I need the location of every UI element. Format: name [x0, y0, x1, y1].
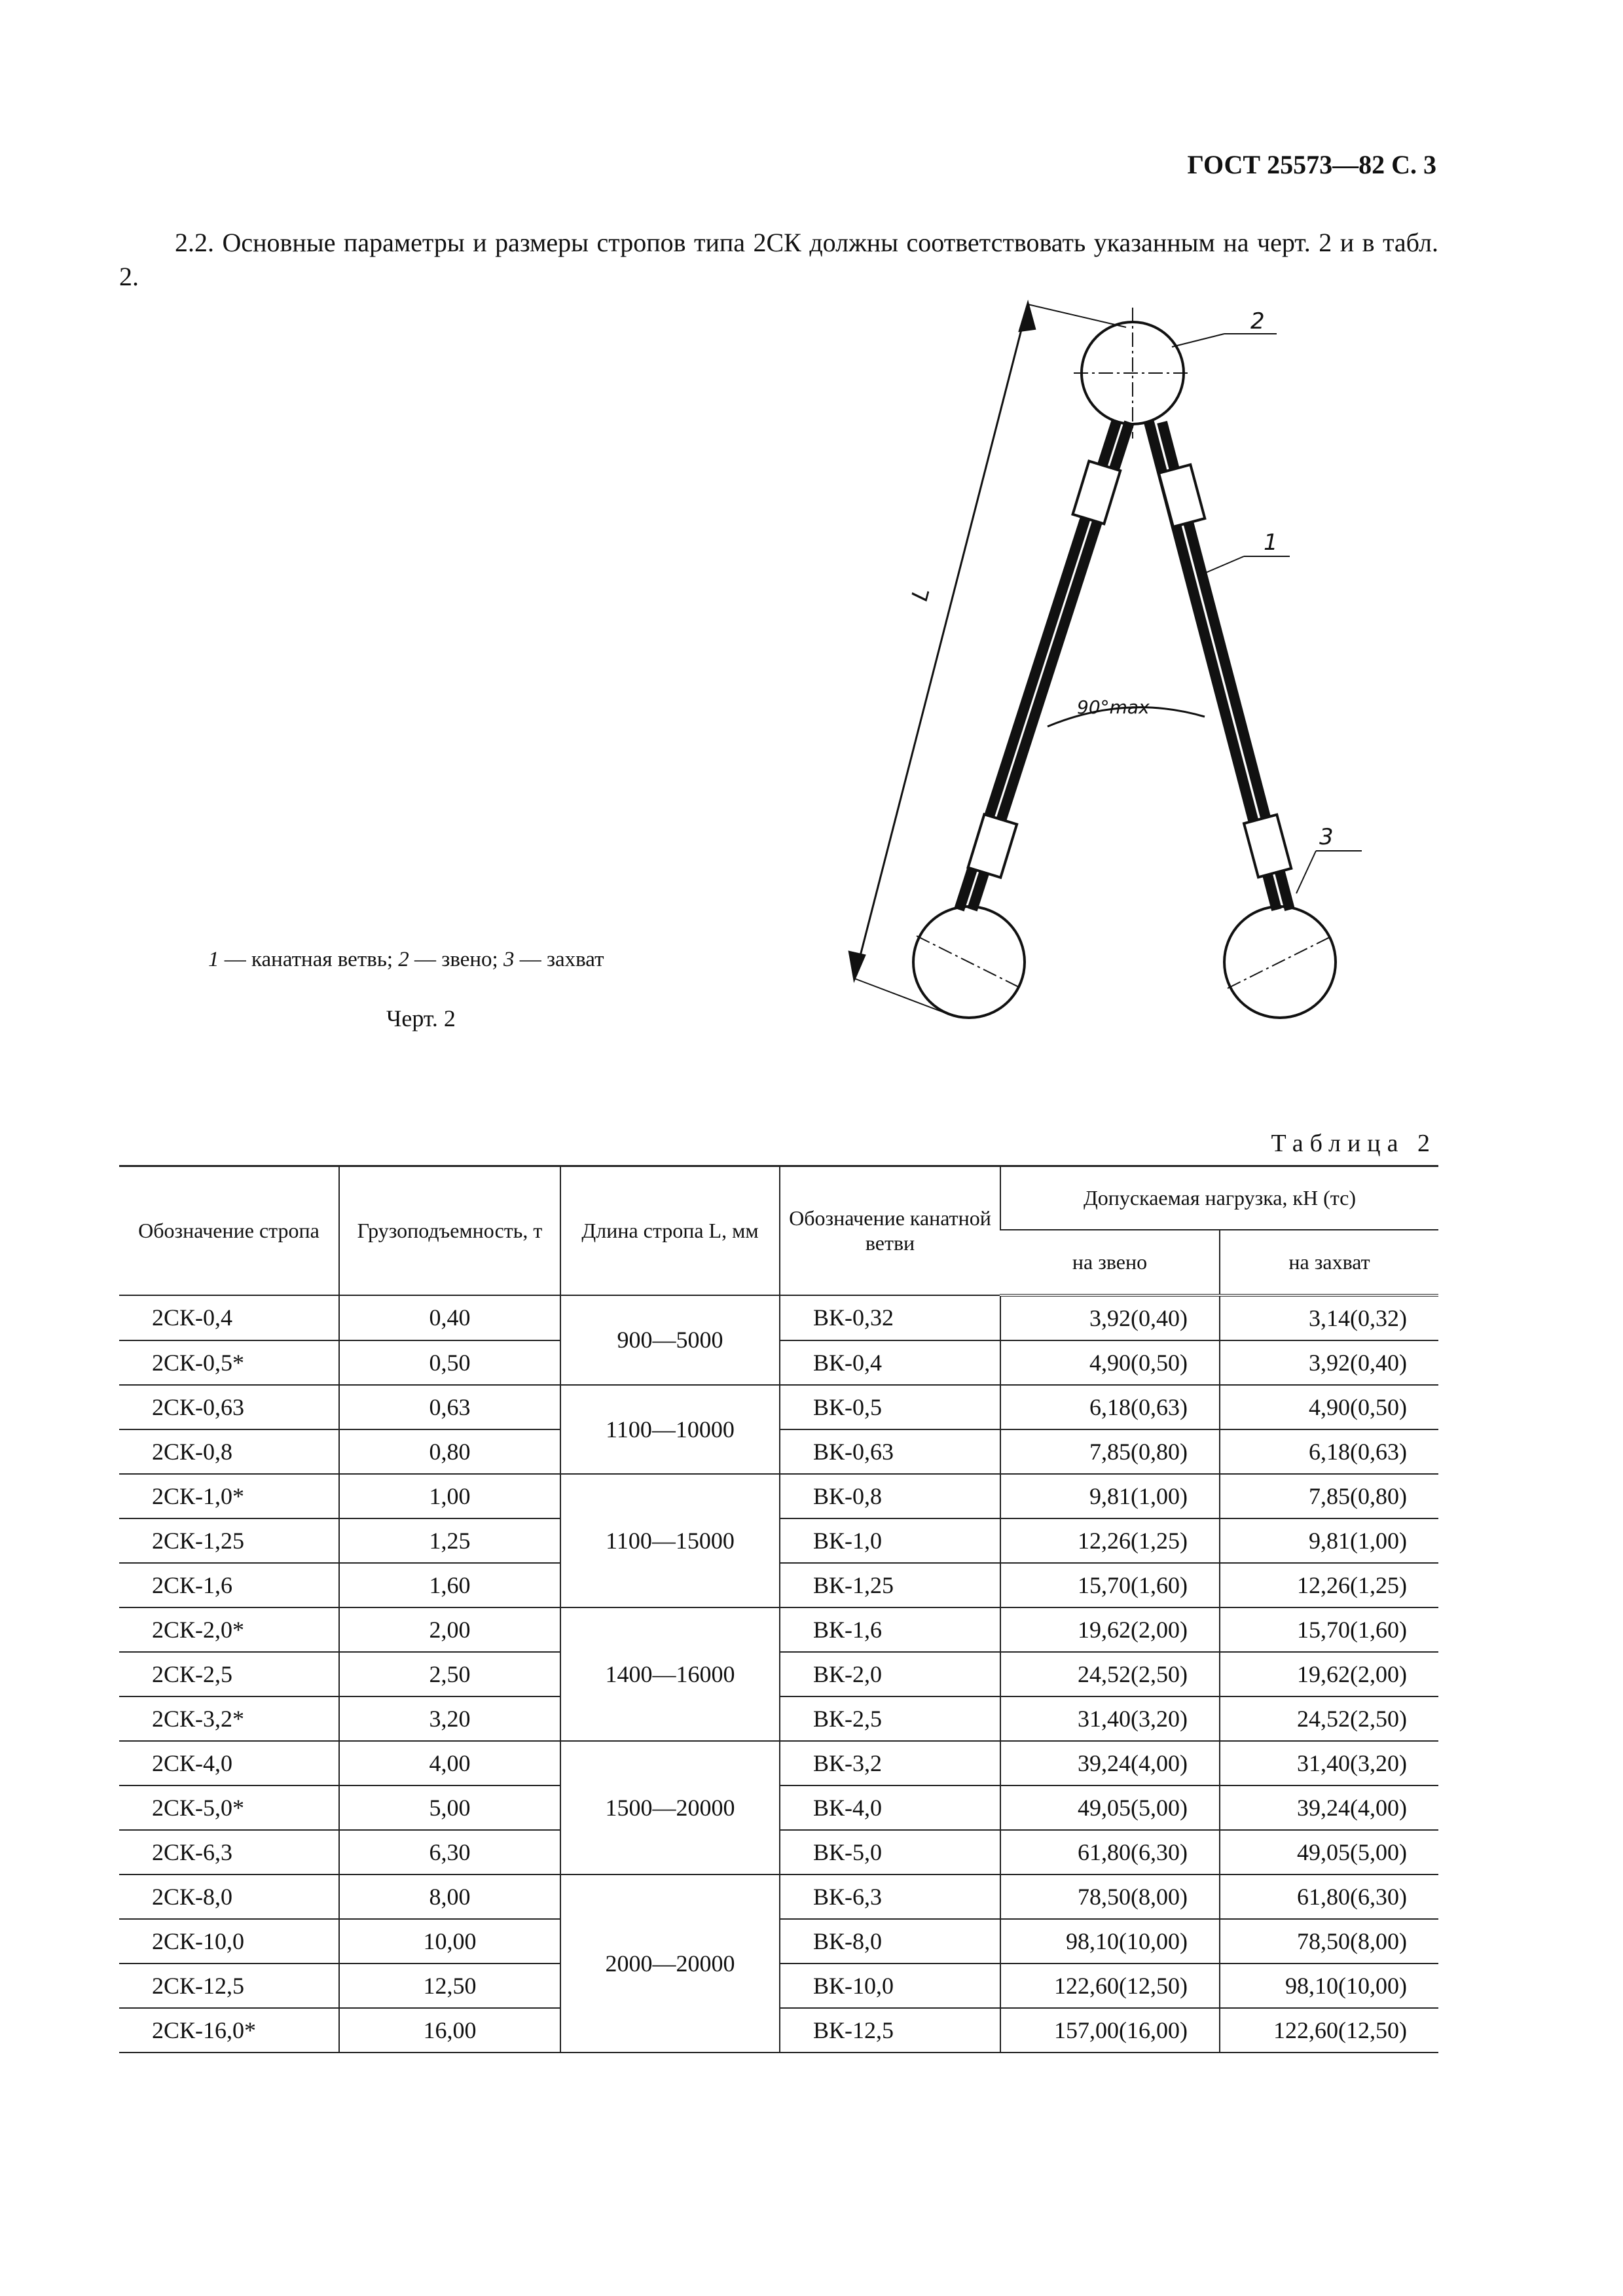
cell-link: 122,60(12,50) [1000, 1964, 1220, 2008]
header-load-link: на звено [1000, 1230, 1220, 1295]
cell-designation: 2СК-0,8 [119, 1429, 339, 1474]
cell-branch: ВК-6,3 [780, 1874, 1000, 1919]
cell-designation: 2СК-1,25 [119, 1518, 339, 1563]
cell-grip: 78,50(8,00) [1220, 1919, 1438, 1964]
cell-grip: 31,40(3,20) [1220, 1741, 1438, 1785]
table-row [119, 1741, 1438, 1785]
cell-capacity: 10,00 [339, 1919, 560, 1964]
cell-grip: 39,24(4,00) [1220, 1785, 1438, 1830]
intro-paragraph: 2.2. Основные параметры и размеры стропов типа 2СК должны соответствовать указанным на черт. 2 и в табл. 2. [119, 228, 1438, 291]
cell-link: 12,26(1,25) [1000, 1518, 1220, 1563]
cell-length: 900—5000 [560, 1295, 780, 1385]
cell-designation: 2СК-2,5 [119, 1652, 339, 1696]
label-L: L [907, 584, 936, 604]
cell-length: 1100—15000 [560, 1474, 780, 1607]
page-header: ГОСТ 25573—82 С. 3 [1187, 150, 1436, 179]
cell-capacity: 2,50 [339, 1652, 560, 1696]
cell-branch: ВК-8,0 [780, 1919, 1000, 1964]
label-angle: 90°max [1077, 696, 1150, 718]
cell-designation: 2СК-12,5 [119, 1964, 339, 2008]
header-designation: Обозначение стропа [119, 1166, 339, 1295]
cell-branch: ВК-10,0 [780, 1964, 1000, 2008]
table-label: Таблица 2 [1271, 1130, 1436, 1157]
cell-link: 15,70(1,60) [1000, 1563, 1220, 1607]
cell-grip: 12,26(1,25) [1220, 1563, 1438, 1607]
cell-grip: 4,90(0,50) [1220, 1385, 1438, 1429]
cell-designation: 2СК-4,0 [119, 1741, 339, 1785]
cell-capacity: 16,00 [339, 2008, 560, 2053]
cell-capacity: 0,40 [339, 1295, 560, 1340]
header-capacity: Грузоподъемность, т [339, 1166, 560, 1295]
cell-branch: ВК-0,4 [780, 1340, 1000, 1385]
cell-capacity: 0,80 [339, 1429, 560, 1474]
cell-capacity: 12,50 [339, 1964, 560, 2008]
parameters-table [119, 1165, 1438, 2053]
cell-link: 49,05(5,00) [1000, 1785, 1220, 1830]
table-row [119, 1874, 1438, 1919]
cell-grip: 3,92(0,40) [1220, 1340, 1438, 1385]
cell-grip: 122,60(12,50) [1220, 2008, 1438, 2053]
cell-link: 19,62(2,00) [1000, 1607, 1220, 1652]
cell-grip: 9,81(1,00) [1220, 1518, 1438, 1563]
cell-link: 4,90(0,50) [1000, 1340, 1220, 1385]
figure-title: Черт. 2 [386, 1005, 456, 1031]
cell-branch: ВК-1,6 [780, 1607, 1000, 1652]
cell-designation: 2СК-16,0* [119, 2008, 339, 2053]
cell-designation: 2СК-0,4 [119, 1295, 339, 1340]
header-load-grip: на захват [1220, 1230, 1438, 1295]
cell-branch: ВК-2,0 [780, 1652, 1000, 1696]
cell-length: 2000—20000 [560, 1874, 780, 2053]
cell-grip: 15,70(1,60) [1220, 1607, 1438, 1652]
cell-capacity: 6,30 [339, 1830, 560, 1874]
cell-capacity: 8,00 [339, 1874, 560, 1919]
cell-capacity: 2,00 [339, 1607, 560, 1652]
figure-legend: 1 — канатная ветвь; 2 — звено; 3 — захват [208, 948, 604, 971]
table-row [119, 1607, 1438, 1652]
cell-branch: ВК-1,25 [780, 1563, 1000, 1607]
cell-link: 31,40(3,20) [1000, 1696, 1220, 1741]
cell-grip: 98,10(10,00) [1220, 1964, 1438, 2008]
cell-capacity: 4,00 [339, 1741, 560, 1785]
cell-branch: ВК-3,2 [780, 1741, 1000, 1785]
cell-grip: 19,62(2,00) [1220, 1652, 1438, 1696]
cell-grip: 24,52(2,50) [1220, 1696, 1438, 1741]
cell-designation: 2СК-0,5* [119, 1340, 339, 1385]
cell-grip: 61,80(6,30) [1220, 1874, 1438, 1919]
table-row [119, 1295, 1438, 1340]
header-load: Допускаемая нагрузка, кН (тс) [1000, 1166, 1438, 1230]
cell-branch: ВК-0,32 [780, 1295, 1000, 1340]
cell-link: 24,52(2,50) [1000, 1652, 1220, 1696]
cell-branch: ВК-0,63 [780, 1429, 1000, 1474]
cell-capacity: 0,50 [339, 1340, 560, 1385]
cell-designation: 2СК-8,0 [119, 1874, 339, 1919]
cell-capacity: 1,25 [339, 1518, 560, 1563]
cell-designation: 2СК-0,63 [119, 1385, 339, 1429]
cell-designation: 2СК-1,0* [119, 1474, 339, 1518]
cell-link: 6,18(0,63) [1000, 1385, 1220, 1429]
cell-designation: 2СК-10,0 [119, 1919, 339, 1964]
sling-drawing [818, 281, 1408, 1054]
cell-capacity: 0,63 [339, 1385, 560, 1429]
cell-length: 1500—20000 [560, 1741, 780, 1874]
cell-capacity: 1,60 [339, 1563, 560, 1607]
cell-link: 7,85(0,80) [1000, 1429, 1220, 1474]
cell-grip: 3,14(0,32) [1220, 1295, 1438, 1340]
cell-branch: ВК-4,0 [780, 1785, 1000, 1830]
cell-designation: 2СК-2,0* [119, 1607, 339, 1652]
cell-branch: ВК-2,5 [780, 1696, 1000, 1741]
cell-designation: 2СК-6,3 [119, 1830, 339, 1874]
table-row [119, 1474, 1438, 1518]
cell-length: 1100—10000 [560, 1385, 780, 1474]
cell-branch: ВК-0,5 [780, 1385, 1000, 1429]
cell-branch: ВК-5,0 [780, 1830, 1000, 1874]
cell-capacity: 3,20 [339, 1696, 560, 1741]
cell-link: 98,10(10,00) [1000, 1919, 1220, 1964]
cell-designation: 2СК-3,2* [119, 1696, 339, 1741]
cell-link: 61,80(6,30) [1000, 1830, 1220, 1874]
cell-length: 1400—16000 [560, 1607, 780, 1741]
cell-designation: 2СК-1,6 [119, 1563, 339, 1607]
cell-branch: ВК-12,5 [780, 2008, 1000, 2053]
header-length: Длина стропа L, мм [560, 1166, 780, 1295]
label-2: 2 [1250, 308, 1265, 334]
header-branch: Обозначение канатной ветви [780, 1166, 1000, 1295]
label-3: 3 [1319, 824, 1334, 850]
cell-designation: 2СК-5,0* [119, 1785, 339, 1830]
cell-link: 78,50(8,00) [1000, 1874, 1220, 1919]
cell-link: 39,24(4,00) [1000, 1741, 1220, 1785]
cell-capacity: 5,00 [339, 1785, 560, 1830]
table-row [119, 1385, 1438, 1429]
cell-capacity: 1,00 [339, 1474, 560, 1518]
label-1: 1 [1264, 529, 1278, 556]
cell-link: 9,81(1,00) [1000, 1474, 1220, 1518]
cell-link: 157,00(16,00) [1000, 2008, 1220, 2053]
cell-grip: 49,05(5,00) [1220, 1830, 1438, 1874]
cell-link: 3,92(0,40) [1000, 1295, 1220, 1340]
table-body [119, 1295, 1438, 2053]
cell-grip: 6,18(0,63) [1220, 1429, 1438, 1474]
cell-branch: ВК-0,8 [780, 1474, 1000, 1518]
cell-branch: ВК-1,0 [780, 1518, 1000, 1563]
cell-grip: 7,85(0,80) [1220, 1474, 1438, 1518]
